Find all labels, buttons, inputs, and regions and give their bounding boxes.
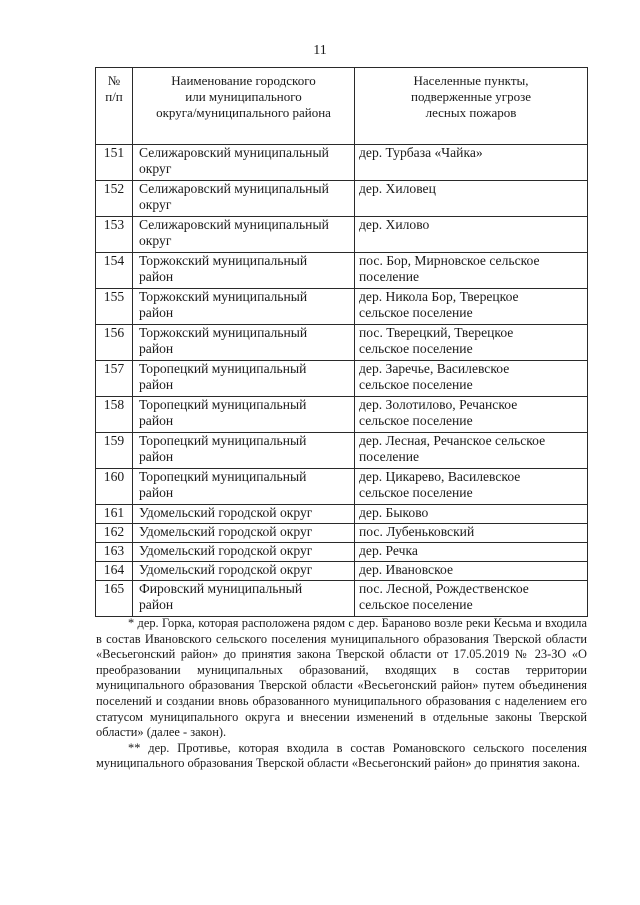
settlements-cell <box>355 325 588 361</box>
settlement-line: сельское поселение <box>359 485 473 500</box>
table-row <box>96 289 588 325</box>
settlement-line: пос. Тверецкий, Тверецкое <box>359 325 514 340</box>
row-number: 165 <box>96 581 133 617</box>
district-line: Торопецкий муниципальный <box>139 433 307 448</box>
table-row <box>96 581 588 617</box>
table-header <box>96 68 588 145</box>
table-row <box>96 181 588 217</box>
district-cell <box>133 145 355 181</box>
district-line: Фировский муниципальный <box>139 581 303 596</box>
district-cell <box>133 543 355 562</box>
district-line: Удомельский городской округ <box>139 562 313 577</box>
settlement-line: дер. Лесная, Речанское сельское <box>359 433 546 448</box>
settlements-cell <box>355 581 588 617</box>
settlements-cell <box>355 397 588 433</box>
table-row <box>96 433 588 469</box>
district-cell <box>133 289 355 325</box>
row-number: 161 <box>96 505 133 524</box>
district-line: район <box>139 377 174 392</box>
settlements-cell <box>355 433 588 469</box>
district-line: район <box>139 269 174 284</box>
settlement-line: поселение <box>359 269 420 284</box>
district-line: район <box>139 597 174 612</box>
row-number: 162 <box>96 524 133 543</box>
district-cell <box>133 505 355 524</box>
settlements-cell <box>355 217 588 253</box>
settlements-cell <box>355 562 588 581</box>
district-line: Удомельский городской округ <box>139 505 313 520</box>
table-row <box>96 543 588 562</box>
district-line: Торжокский муниципальный <box>139 325 308 340</box>
district-cell <box>133 562 355 581</box>
settlement-line: дер. Заречье, Василевское <box>359 361 510 376</box>
district-line: Селижаровский муниципальный <box>139 181 329 196</box>
district-line: район <box>139 305 174 320</box>
row-number: 158 <box>96 397 133 433</box>
settlement-line: сельское поселение <box>359 597 473 612</box>
table-row <box>96 145 588 181</box>
row-number: 155 <box>96 289 133 325</box>
header-number-line: № <box>107 73 121 88</box>
table-row <box>96 469 588 505</box>
header-settlements-line: Населенные пункты, <box>413 73 529 88</box>
district-line: Торопецкий муниципальный <box>139 361 307 376</box>
settlements-cell <box>355 181 588 217</box>
header-district <box>133 68 355 145</box>
settlements-cell <box>355 289 588 325</box>
district-line: округ <box>139 161 172 176</box>
settlement-line: сельское поселение <box>359 305 473 320</box>
row-number: 156 <box>96 325 133 361</box>
district-cell <box>133 325 355 361</box>
settlement-line: дер. Турбаза «Чайка» <box>359 145 483 160</box>
district-line: Торжокский муниципальный <box>139 289 308 304</box>
table-row <box>96 505 588 524</box>
settlement-line: дер. Быково <box>359 505 429 520</box>
settlement-line: пос. Бор, Мирновское сельское <box>359 253 540 268</box>
row-number: 157 <box>96 361 133 397</box>
settlement-line: дер. Золотилово, Речанское <box>359 397 518 412</box>
district-cell <box>133 181 355 217</box>
settlement-line: сельское поселение <box>359 413 473 428</box>
table-body <box>96 145 588 617</box>
page-number: 11 <box>313 43 327 58</box>
district-line: округ <box>139 197 172 212</box>
settlement-line: дер. Никола Бор, Тверецкое <box>359 289 519 304</box>
row-number: 154 <box>96 253 133 289</box>
district-line: Селижаровский муниципальный <box>139 217 329 232</box>
table-row <box>96 397 588 433</box>
settlement-line: дер. Хиловец <box>359 181 436 196</box>
settlement-line: дер. Цикарево, Василевское <box>359 469 521 484</box>
district-cell <box>133 397 355 433</box>
header-settlements-line: подверженные угрозе <box>410 89 531 104</box>
district-cell <box>133 433 355 469</box>
district-line: округ <box>139 233 172 248</box>
district-line: Торжокский муниципальный <box>139 253 308 268</box>
settlement-line: сельское поселение <box>359 377 473 392</box>
row-number: 164 <box>96 562 133 581</box>
footnotes <box>96 616 587 772</box>
district-cell <box>133 524 355 543</box>
table-row <box>96 253 588 289</box>
header-settlements <box>355 68 588 145</box>
table-row <box>96 217 588 253</box>
row-number: 151 <box>96 145 133 181</box>
header-district-line: или муниципального <box>185 89 302 104</box>
district-line: район <box>139 449 174 464</box>
settlements-cell <box>355 253 588 289</box>
footnote-2: ** дер. Противье, которая входила в состав Романовского сельского поселения муниципального образования Тверской области «Весьегонский район» до принятия закона. <box>96 740 587 771</box>
district-cell <box>133 361 355 397</box>
row-number: 163 <box>96 543 133 562</box>
district-line: Удомельский городской округ <box>139 543 313 558</box>
fire-risk-settlements-table <box>95 67 588 617</box>
settlement-line: сельское поселение <box>359 341 473 356</box>
settlement-line: дер. Речка <box>359 543 418 558</box>
district-cell <box>133 581 355 617</box>
settlement-line: поселение <box>359 449 420 464</box>
table-row <box>96 524 588 543</box>
district-line: Селижаровский муниципальный <box>139 145 329 160</box>
settlements-cell <box>355 524 588 543</box>
header-district-line: округа/муниципального района <box>156 105 331 120</box>
header-settlements-line: лесных пожаров <box>425 105 517 120</box>
district-line: район <box>139 341 174 356</box>
settlements-cell <box>355 469 588 505</box>
district-line: Торопецкий муниципальный <box>139 469 307 484</box>
district-line: Торопецкий муниципальный <box>139 397 307 412</box>
district-cell <box>133 253 355 289</box>
table-row <box>96 562 588 581</box>
settlement-line: пос. Лесной, Рождественское <box>359 581 529 596</box>
settlement-line: пос. Лубеньковский <box>359 524 475 539</box>
settlement-line: дер. Хилово <box>359 217 430 232</box>
district-line: район <box>139 413 174 428</box>
table-row <box>96 361 588 397</box>
settlements-cell <box>355 145 588 181</box>
settlement-line: дер. Ивановское <box>359 562 453 577</box>
settlements-cell <box>355 543 588 562</box>
settlements-cell <box>355 505 588 524</box>
row-number: 152 <box>96 181 133 217</box>
header-district-line: Наименование городского <box>171 73 316 88</box>
header-number <box>96 68 133 145</box>
row-number: 153 <box>96 217 133 253</box>
row-number: 160 <box>96 469 133 505</box>
district-cell <box>133 217 355 253</box>
district-line: район <box>139 485 174 500</box>
table-row <box>96 325 588 361</box>
footnote-1: * дер. Горка, которая расположена рядом с дер. Бараново возле реки Кесьма и входила в состав Ивановского сельского поселения муниципального образования Тверской области «Весьегонский район» до принятия закона Тверской области от 17.05.2019 № 23-ЗО «О преобразовании муниципальных образований, входящих в состав территории муниципального образования Тверской области «Весьегонский район» путем объединения поселений и создании вновь образованного муниципального образования с наделением его статусом муниципального округа и внесении изменений в отдельные законы Тверской области» (далее - закон). <box>96 616 587 740</box>
header-number-line: п/п <box>105 89 123 104</box>
settlements-cell <box>355 361 588 397</box>
district-cell <box>133 469 355 505</box>
row-number: 159 <box>96 433 133 469</box>
district-line: Удомельский городской округ <box>139 524 313 539</box>
